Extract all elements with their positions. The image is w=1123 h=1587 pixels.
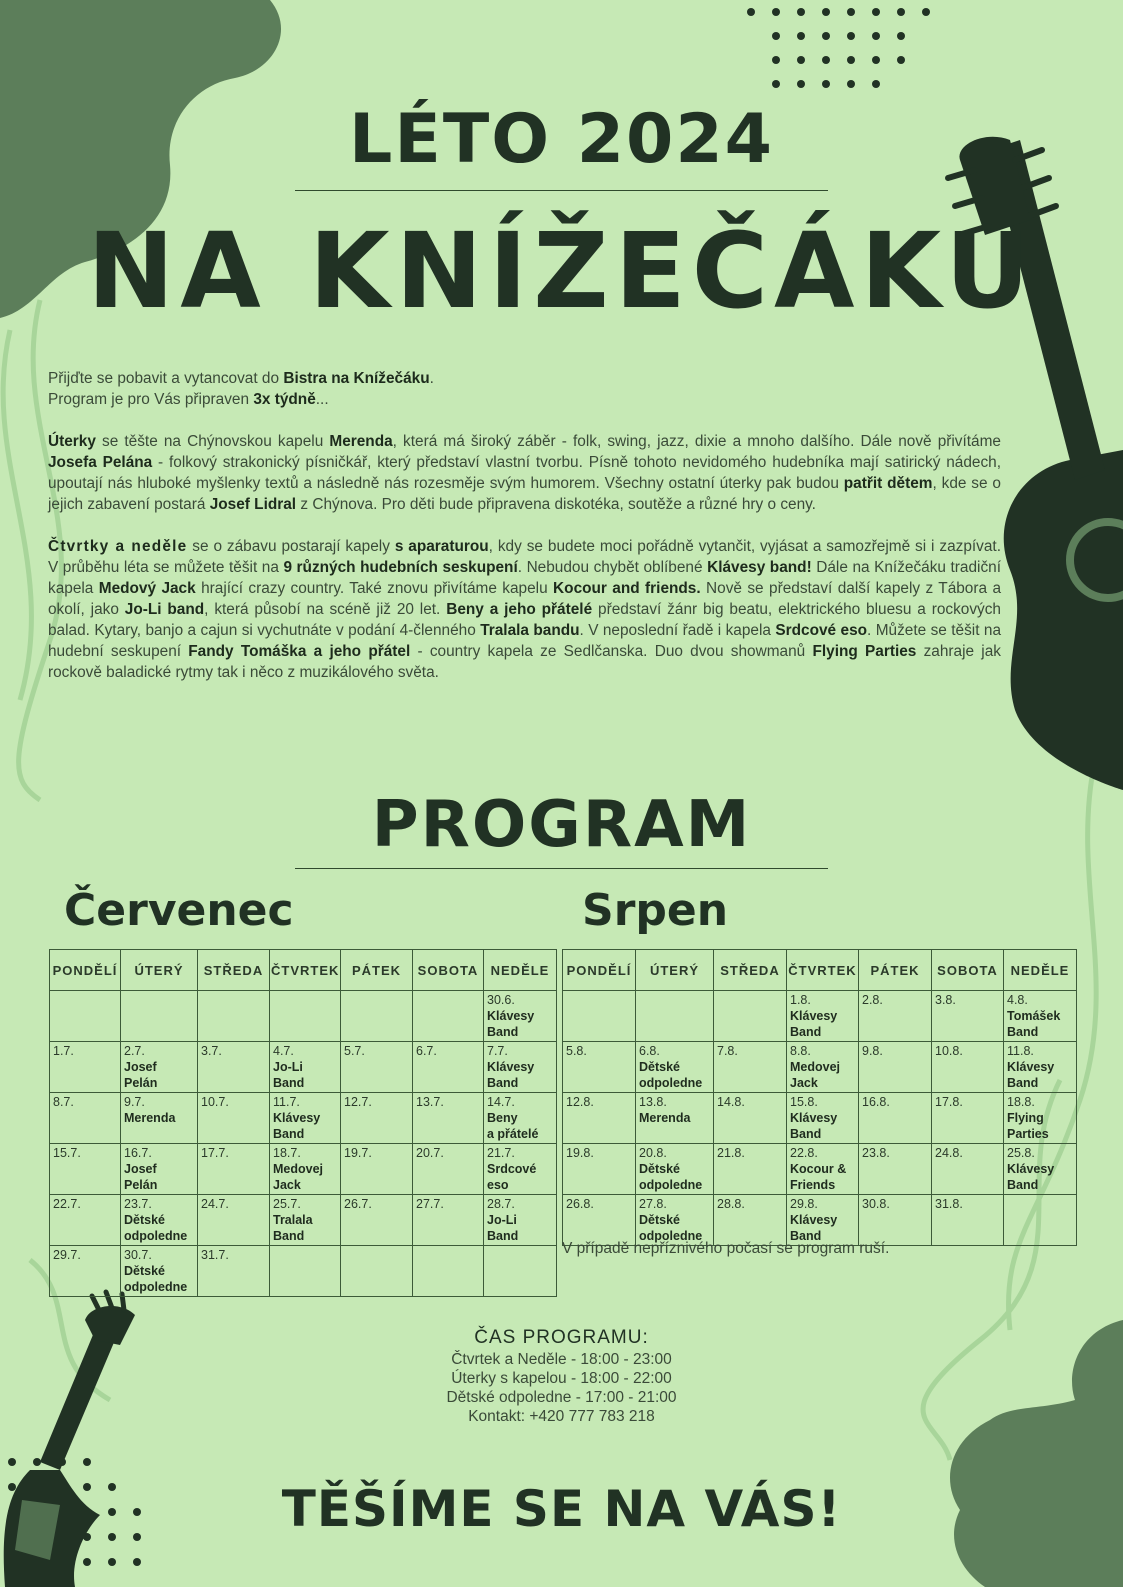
date-label: 26.8. <box>566 1197 594 1211</box>
day-header: NEDĚLE <box>1004 950 1077 991</box>
date-label: 2.7. <box>124 1044 145 1058</box>
calendar-day-cell <box>484 991 557 1042</box>
calendar-day-cell <box>341 1144 413 1195</box>
day-header: PÁTEK <box>341 950 413 991</box>
calendar-day-cell <box>121 1195 198 1246</box>
program-divider <box>295 868 828 869</box>
calendar-day-cell <box>1004 1195 1077 1246</box>
event-label: Josef Pelán <box>124 1162 158 1192</box>
month-title-august: Srpen <box>582 885 729 936</box>
calendar-day-cell <box>636 991 714 1042</box>
intro-text <box>48 368 1001 704</box>
date-label: 10.7. <box>201 1095 229 1109</box>
calendar-day-cell <box>341 1042 413 1093</box>
calendar-day-cell <box>1004 1042 1077 1093</box>
calendar-day-cell <box>484 1195 557 1246</box>
calendar-day-cell <box>787 1195 859 1246</box>
event-label: Klávesy Band <box>487 1009 535 1039</box>
calendar-day-cell <box>413 1093 484 1144</box>
calendar-day-cell <box>341 1195 413 1246</box>
calendar-week-row <box>563 1144 1077 1195</box>
date-label: 9.7. <box>124 1095 145 1109</box>
calendar-day-cell <box>932 1144 1004 1195</box>
event-label: Klávesy Band <box>487 1060 535 1090</box>
calendar-day-cell <box>859 1042 932 1093</box>
calendar-day-cell <box>859 1093 932 1144</box>
event-label: Josef Pelán <box>124 1060 158 1090</box>
calendar-header-row <box>563 950 1077 991</box>
calendar-week-row <box>50 991 557 1042</box>
date-label: 16.7. <box>124 1146 152 1160</box>
event-label: Medovej Jack <box>273 1162 324 1192</box>
day-header: ČTVRTEK <box>270 950 341 991</box>
date-label: 25.8. <box>1007 1146 1035 1160</box>
calendar-day-cell <box>1004 1144 1077 1195</box>
date-label: 28.7. <box>487 1197 515 1211</box>
calendar-day-cell <box>413 1195 484 1246</box>
calendar-day-cell <box>341 991 413 1042</box>
date-label: 17.7. <box>201 1146 229 1160</box>
program-times-heading: ČAS PROGRAMU: <box>474 1327 649 1348</box>
calendar-day-cell <box>198 1195 270 1246</box>
calendar-day-cell <box>50 1195 121 1246</box>
calendar-day-cell <box>714 1144 787 1195</box>
date-label: 1.8. <box>790 993 811 1007</box>
date-label: 5.7. <box>344 1044 365 1058</box>
date-label: 21.7. <box>487 1146 515 1160</box>
date-label: 19.7. <box>344 1146 372 1160</box>
date-label: 5.8. <box>566 1044 587 1058</box>
calendar-week-row <box>50 1195 557 1246</box>
calendar-day-cell <box>50 1144 121 1195</box>
date-label: 14.7. <box>487 1095 515 1109</box>
calendar-july <box>49 949 557 1297</box>
date-label: 12.7. <box>344 1095 372 1109</box>
calendar-day-cell <box>121 1144 198 1195</box>
date-label: 14.8. <box>717 1095 745 1109</box>
date-label: 15.7. <box>53 1146 81 1160</box>
date-label: 27.8. <box>639 1197 667 1211</box>
day-header: PONDĚLÍ <box>563 950 636 991</box>
date-label: 31.7. <box>201 1248 229 1262</box>
weather-note: V případě nepříznivého počasí se program ruší. <box>562 1240 890 1257</box>
calendar-week-row <box>563 991 1077 1042</box>
event-label: Medovej Jack <box>790 1060 841 1090</box>
calendar-day-cell <box>413 1042 484 1093</box>
calendar-day-cell <box>198 1042 270 1093</box>
date-label: 3.7. <box>201 1044 222 1058</box>
time-line: Úterky s kapelou - 18:00 - 22:00 <box>451 1370 672 1387</box>
date-label: 26.7. <box>344 1197 372 1211</box>
event-label: Flying Parties <box>1007 1111 1049 1141</box>
calendar-week-row <box>50 1144 557 1195</box>
date-label: 10.8. <box>935 1044 963 1058</box>
calendar-day-cell <box>198 991 270 1042</box>
calendar-day-cell <box>787 991 859 1042</box>
day-header: PÁTEK <box>859 950 932 991</box>
date-label: 11.8. <box>1007 1044 1034 1058</box>
calendar-week-row <box>563 1195 1077 1246</box>
event-label: Kocour & Friends <box>790 1162 847 1192</box>
time-line: Dětské odpoledne - 17:00 - 21:00 <box>446 1389 677 1406</box>
calendar-day-cell <box>563 1093 636 1144</box>
calendar-week-row <box>563 1093 1077 1144</box>
calendar-day-cell <box>198 1144 270 1195</box>
calendar-day-cell <box>636 1195 714 1246</box>
event-label: Klávesy Band <box>790 1111 838 1141</box>
calendar-day-cell <box>121 991 198 1042</box>
date-label: 13.7. <box>416 1095 444 1109</box>
calendar-day-cell <box>636 1093 714 1144</box>
calendar-day-cell <box>714 991 787 1042</box>
event-label: Dětské odpoledne <box>639 1162 703 1192</box>
day-header: STŘEDA <box>714 950 787 991</box>
date-label: 6.8. <box>639 1044 660 1058</box>
date-label: 19.8. <box>566 1146 594 1160</box>
calendar-day-cell <box>484 1144 557 1195</box>
calendar-day-cell <box>932 1042 1004 1093</box>
event-label: Jo-Li Band <box>273 1060 305 1090</box>
date-label: 4.7. <box>273 1044 294 1058</box>
date-label: 3.8. <box>935 993 956 1007</box>
calendar-day-cell <box>50 1042 121 1093</box>
intro-paragraph-thursdays-sundays: Čtvrtky a neděle se o zábavu postarají kapely s aparaturou, kdy se budete moci pořádně vytančit, vyjásat a samozřejmě si i zazpívat. V průběhu léta se můžete těšit na 9 různých hudebních seskupení. Nebudou chybět oblíbené Klávesy band! Dále na Knížečáku tradiční kapela Medový Jack hrající crazy country. Také znovu přivítáme kapelu Kocour and friends. Nově se představí další kapely z Tábora a okolí, jako Jo-Li band, která působí na scéně již 20 let. Beny a jeho přátelé představí žánr big beatu, elektrického bluesu a rockových balad. Kytary, banjo a cajun si vychutnáte v podání 4-členného Tralala bandu. V neposlední řadě i kapela Srdcové eso. Můžete se těšit na hudební seskupení Fandy Tomáška a jeho přátel - country kapela ze Sedlčanska. Duo dvou showmanů Flying Parties zahraje jak rockově baladické rytmy tak i něco z muzikálového světa. <box>48 538 1002 681</box>
calendar-day-cell <box>714 1195 787 1246</box>
calendar-day-cell <box>341 1246 413 1297</box>
calendar-day-cell <box>563 1042 636 1093</box>
day-header: ČTVRTEK <box>787 950 859 991</box>
program-times <box>0 1350 1123 1426</box>
calendar-day-cell <box>270 1195 341 1246</box>
calendar-day-cell <box>484 1246 557 1297</box>
calendar-day-cell <box>270 1246 341 1297</box>
date-label: 8.8. <box>790 1044 811 1058</box>
event-label: Klávesy Band <box>790 1009 838 1039</box>
date-label: 30.8. <box>862 1197 890 1211</box>
calendar-day-cell <box>270 1042 341 1093</box>
calendar-day-cell <box>859 1195 932 1246</box>
day-header: ÚTERÝ <box>636 950 714 991</box>
date-label: 25.7. <box>273 1197 301 1211</box>
date-label: 29.7. <box>53 1248 81 1262</box>
calendar-day-cell <box>859 991 932 1042</box>
date-label: 20.7. <box>416 1146 444 1160</box>
calendar-day-cell <box>859 1144 932 1195</box>
calendar-week-row <box>563 1042 1077 1093</box>
date-label: 16.8. <box>862 1095 890 1109</box>
date-label: 27.7. <box>416 1197 444 1211</box>
date-label: 11.7. <box>273 1095 300 1109</box>
event-label: Klávesy Band <box>273 1111 321 1141</box>
event-label: Tomášek Band <box>1007 1009 1061 1039</box>
date-label: 20.8. <box>639 1146 667 1160</box>
month-title-july: Červenec <box>64 885 294 936</box>
calendar-day-cell <box>484 1093 557 1144</box>
day-header: STŘEDA <box>198 950 270 991</box>
day-header: SOBOTA <box>413 950 484 991</box>
calendar-day-cell <box>198 1246 270 1297</box>
calendar-day-cell <box>714 1093 787 1144</box>
date-label: 17.8. <box>935 1095 963 1109</box>
calendar-day-cell <box>270 1093 341 1144</box>
date-label: 7.7. <box>487 1044 508 1058</box>
event-label: Klávesy Band <box>790 1213 838 1243</box>
date-label: 22.8. <box>790 1146 818 1160</box>
calendar-day-cell <box>714 1042 787 1093</box>
calendar-week-row <box>50 1042 557 1093</box>
date-label: 7.8. <box>717 1044 738 1058</box>
calendar-header-row <box>50 950 557 991</box>
title-divider <box>295 190 828 191</box>
event-label: Merenda <box>124 1111 176 1125</box>
event-label: Dětské odpoledne <box>124 1264 188 1294</box>
calendar-day-cell <box>563 991 636 1042</box>
date-label: 24.7. <box>201 1197 229 1211</box>
date-label: 22.7. <box>53 1197 81 1211</box>
date-label: 21.8. <box>717 1146 745 1160</box>
calendar-day-cell <box>270 991 341 1042</box>
date-label: 18.8. <box>1007 1095 1035 1109</box>
event-label: Dětské odpoledne <box>124 1213 188 1243</box>
date-label: 1.7. <box>53 1044 74 1058</box>
calendar-day-cell <box>198 1093 270 1144</box>
title-year: LÉTO 2024 <box>349 100 774 179</box>
intro-paragraph-1: Přijďte se pobavit a vytancovat do Bistra na Knížečáku. Program je pro Vás připraven 3x týdně... <box>48 370 434 408</box>
calendar-day-cell <box>1004 991 1077 1042</box>
calendar-day-cell <box>484 1042 557 1093</box>
date-label: 30.6. <box>487 993 515 1007</box>
calendar-day-cell <box>1004 1093 1077 1144</box>
calendar-day-cell <box>50 991 121 1042</box>
event-label: Merenda <box>639 1111 691 1125</box>
date-label: 4.8. <box>1007 993 1028 1007</box>
event-label: Klávesy Band <box>1007 1060 1055 1090</box>
day-header: SOBOTA <box>932 950 1004 991</box>
program-heading: PROGRAM <box>371 788 752 862</box>
calendar-day-cell <box>787 1042 859 1093</box>
date-label: 23.7. <box>124 1197 152 1211</box>
event-label: Dětské odpoledne <box>639 1213 703 1243</box>
calendar-day-cell <box>341 1093 413 1144</box>
calendar-day-cell <box>932 991 1004 1042</box>
event-label: Klávesy Band <box>1007 1162 1055 1192</box>
event-label: Jo-Li Band <box>487 1213 519 1243</box>
event-label: Srdcové eso <box>487 1162 537 1192</box>
date-label: 12.8. <box>566 1095 594 1109</box>
date-label: 24.8. <box>935 1146 963 1160</box>
date-label: 23.8. <box>862 1146 890 1160</box>
calendar-day-cell <box>413 991 484 1042</box>
calendar-day-cell <box>787 1093 859 1144</box>
calendar-day-cell <box>932 1195 1004 1246</box>
event-label: Dětské odpoledne <box>639 1060 703 1090</box>
calendar-day-cell <box>413 1144 484 1195</box>
footer-slogan: TĚŠÍME SE NA VÁS! <box>281 1480 842 1538</box>
calendar-day-cell <box>787 1144 859 1195</box>
date-label: 2.8. <box>862 993 883 1007</box>
day-header: PONDĚLÍ <box>50 950 121 991</box>
calendar-day-cell <box>50 1093 121 1144</box>
date-label: 28.8. <box>717 1197 745 1211</box>
calendar-day-cell <box>636 1042 714 1093</box>
day-header: ÚTERÝ <box>121 950 198 991</box>
intro-paragraph-tuesdays: Úterky se těšte na Chýnovskou kapelu Merenda, která má široký záběr - folk, swing, jazz, dixie a mnoho dalšího. Dále nově přivítáme Josefa Pelána - folkový strakonický písničkář, který představí vlastní tvorbu. Písně tohoto nevidomého hudebníka mají satirický nádech, upoutají nás hluboké myšlenky textů a následně nás rozesměje svým humorem. Všechny ostatní úterky pak budou patřit dětem, kde se o jejich zabavení postará Josef Lidral z Chýnova. Pro děti bude připravena diskotéka, soutěže a různé hry o ceny. <box>48 433 1001 513</box>
calendar-day-cell <box>121 1093 198 1144</box>
dot-pattern-top <box>747 8 930 88</box>
time-line: Čtvrtek a Neděle - 18:00 - 23:00 <box>451 1351 672 1368</box>
title-main: NA KNÍŽEČÁKU <box>87 210 1036 332</box>
calendar-day-cell <box>50 1246 121 1297</box>
calendar-week-row <box>50 1246 557 1297</box>
calendar-day-cell <box>270 1144 341 1195</box>
calendar-day-cell <box>563 1144 636 1195</box>
calendar-august <box>562 949 1077 1246</box>
event-label: Tralala Band <box>273 1213 313 1243</box>
calendar-day-cell <box>413 1246 484 1297</box>
date-label: 13.8. <box>639 1095 667 1109</box>
date-label: 6.7. <box>416 1044 437 1058</box>
day-header: NEDĚLE <box>484 950 557 991</box>
date-label: 15.8. <box>790 1095 818 1109</box>
calendar-day-cell <box>932 1093 1004 1144</box>
date-label: 31.8. <box>935 1197 963 1211</box>
date-label: 18.7. <box>273 1146 301 1160</box>
calendar-day-cell <box>563 1195 636 1246</box>
contact-line: Kontakt: +420 777 783 218 <box>468 1408 655 1425</box>
calendar-day-cell <box>121 1246 198 1297</box>
event-label: Beny a přátelé <box>487 1111 539 1141</box>
date-label: 9.8. <box>862 1044 883 1058</box>
date-label: 29.8. <box>790 1197 818 1211</box>
date-label: 30.7. <box>124 1248 152 1262</box>
date-label: 8.7. <box>53 1095 74 1109</box>
calendar-day-cell <box>636 1144 714 1195</box>
calendar-week-row <box>50 1093 557 1144</box>
calendar-day-cell <box>121 1042 198 1093</box>
